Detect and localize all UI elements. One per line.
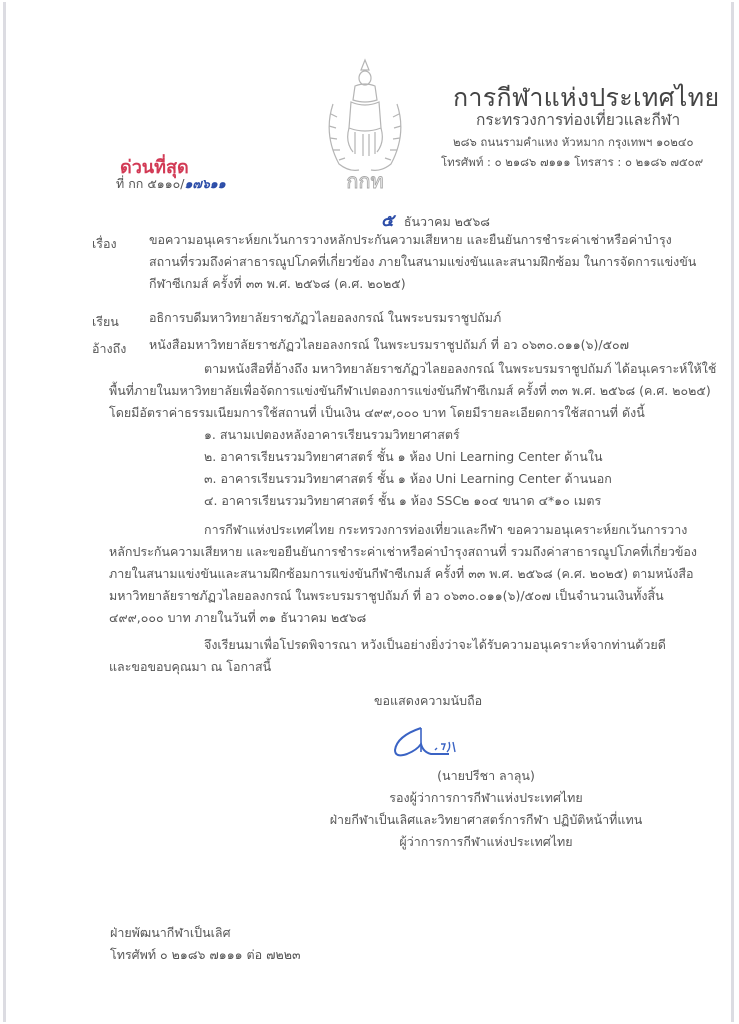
letter-page bbox=[3, 2, 734, 1022]
reference-value: หนังสือมหาวิทยาลัยราชภัฏวไลยอลงกรณ์ ในพระบรมราชูปถัมภ์ ที่ อว ๐๖๓๐.๐๑๑(๖)/๕๐๗ bbox=[149, 337, 630, 352]
subject-text bbox=[149, 229, 696, 295]
footer-phone: โทรศัพท์ ๐ ๒๑๘๖ ๗๑๑๑ ต่อ ๗๒๒๓ bbox=[110, 947, 301, 962]
org-name: การกีฬาแห่งประเทศไทย bbox=[453, 83, 720, 112]
date-day-handwritten: ๕ bbox=[381, 211, 394, 231]
venue-item: ๑. สนามเปตองหลังอาคารเรียนรวมวิทยาศาสตร์ bbox=[204, 427, 460, 442]
subject-line: สถานที่รวมถึงค่าสาธารณูปโภคที่เกี่ยวข้อง ภายในสนามแข่งขันและสนามฝึกซ้อม ในการจัดการแข่งขัน bbox=[149, 254, 697, 269]
body-para3-line: จึงเรียนมาเพื่อโปรดพิจารณา หวังเป็นอย่างยิ่งว่าจะได้รับความอนุเคราะห์จากท่านด้วยดี bbox=[204, 637, 666, 652]
date-month-year: ธันวาคม ๒๕๖๘ bbox=[403, 214, 490, 229]
signatory-block bbox=[286, 765, 686, 853]
org-address: ๒๘๖ ถนนรามคำแหง หัวหมาก กรุงเทพฯ ๑๐๒๔๐ bbox=[453, 135, 694, 149]
body-para2-line: มหาวิทยาลัยราชภัฏวไลยอลงกรณ์ ในพระบรมราชูปถัมภ์ ที่ อว ๐๖๓๐.๐๑๑(๖)/๕๐๗ เป็นจำนวนเงินทั้งสิ้น bbox=[109, 588, 664, 603]
body-para2-line: การกีฬาแห่งประเทศไทย กระทรวงการท่องเที่ยวและกีฬา ขอความอนุเคราะห์ยกเว้นการวาง bbox=[204, 522, 688, 537]
handwritten-signature-icon bbox=[391, 724, 466, 762]
recipient-label: เรียน bbox=[92, 314, 119, 329]
signatory-position: รองผู้ว่าการการกีฬาแห่งประเทศไทย bbox=[389, 790, 583, 805]
venue-item: ๔. อาคารเรียนรวมวิทยาศาสตร์ ชั้น ๑ ห้อง SSC๒ ๑๐๔ ขนาด ๔*๑๐ เมตร bbox=[204, 493, 602, 508]
subject-line: กีฬาซีเกมส์ ครั้งที่ ๓๓ พ.ศ. ๒๕๖๘ (ค.ศ. ๒๐๒๕) bbox=[149, 276, 406, 291]
signatory-name: (นายปรีชา ลาลุน) bbox=[437, 768, 535, 783]
body-para3-line: และขอขอบคุณมา ณ โอกาสนี้ bbox=[109, 659, 272, 674]
body-para2-rest bbox=[109, 541, 697, 629]
footer-department: ฝ่ายพัฒนากีฬาเป็นเลิศ bbox=[110, 925, 231, 940]
venue-list bbox=[204, 424, 612, 512]
body-para1-line: ตามหนังสือที่อ้างถึง มหาวิทยาลัยราชภัฏวไลยอลงกรณ์ ในพระบรมราชูปถัมภ์ ได้อนุเคราะห์ให้ใช้ bbox=[204, 361, 717, 376]
urgency-stamp: ด่วนที่สุด bbox=[120, 157, 189, 178]
document-number bbox=[116, 174, 226, 194]
logo-text: กกท bbox=[346, 169, 384, 193]
sports-authority-emblem-icon bbox=[319, 54, 411, 194]
ministry-name: กระทรวงการท่องเที่ยวและกีฬา bbox=[476, 111, 681, 129]
body-para1-line: พื้นที่ภายในมหาวิทยาลัยเพื่อจัดการแข่งขันกีฬาเปตองการแข่งขันกีฬาซีเกมส์ ครั้งที่ ๓๓ พ.ศ. ๒๕๖๘ (ค.ศ. ๒๐๒๕) bbox=[109, 383, 711, 398]
reference-label: อ้างถึง bbox=[92, 341, 127, 356]
subject-line: ขอความอนุเคราะห์ยกเว้นการวางหลักประกันความเสียหาย และยืนยันการชำระค่าเช่าหรือค่าบำรุง bbox=[149, 232, 672, 247]
venue-item: ๓. อาคารเรียนรวมวิทยาศาสตร์ ชั้น ๑ ห้อง Uni Learning Center ด้านนอก bbox=[204, 471, 612, 486]
doc-number-prefix: ที่ กก ๕๑๑๐/ bbox=[116, 176, 185, 191]
body-para1-line: โดยมีอัตราค่าธรรมเนียมการใช้สถานที่ เป็นเงิน ๔๙๙,๐๐๐ บาท โดยมีรายละเอียดการใช้สถานที่ ดังนี้ bbox=[109, 405, 645, 420]
body-para2-line: หลักประกันความเสียหาย และขอยืนยันการชำระค่าเช่าหรือค่าบำรุงสถานที่ รวมถึงค่าสาธารณูปโภคที่เกี่ยวข้อง bbox=[109, 544, 698, 559]
signatory-position: ฝ่ายกีฬาเป็นเลิศและวิทยาศาสตร์การกีฬา ปฏิบัติหน้าที่แทน bbox=[329, 812, 643, 827]
subject-label: เรื่อง bbox=[92, 236, 117, 251]
body-para2-line: ภายในสนามแข่งขันและสนามฝึกซ้อมการแข่งขันกีฬาซีเกมส์ ครั้งที่ ๓๓ พ.ศ. ๒๕๖๘ (ค.ศ. ๒๐๒๕) ตามหนังสือ bbox=[109, 566, 694, 581]
recipient-value: อธิการบดีมหาวิทยาลัยราชภัฏวไลยอลงกรณ์ ในพระบรมราชูปถัมภ์ bbox=[149, 310, 502, 325]
signatory-position: ผู้ว่าการการกีฬาแห่งประเทศไทย bbox=[399, 834, 573, 849]
org-phone-fax: โทรศัพท์ : ๐ ๒๑๘๖ ๗๑๑๑ โทรสาร : ๐ ๒๑๘๖ ๗๕๐๙ bbox=[441, 155, 704, 169]
body-para2-line: ๔๙๙,๐๐๐ บาท ภายในวันที่ ๓๑ ธันวาคม ๒๕๖๘ bbox=[109, 610, 367, 625]
doc-number-handwritten: ๑๗๖๑๑ bbox=[184, 176, 226, 191]
closing-salutation: ขอแสดงความนับถือ bbox=[374, 693, 483, 708]
venue-item: ๒. อาคารเรียนรวมวิทยาศาสตร์ ชั้น ๑ ห้อง Uni Learning Center ด้านใน bbox=[204, 449, 603, 464]
